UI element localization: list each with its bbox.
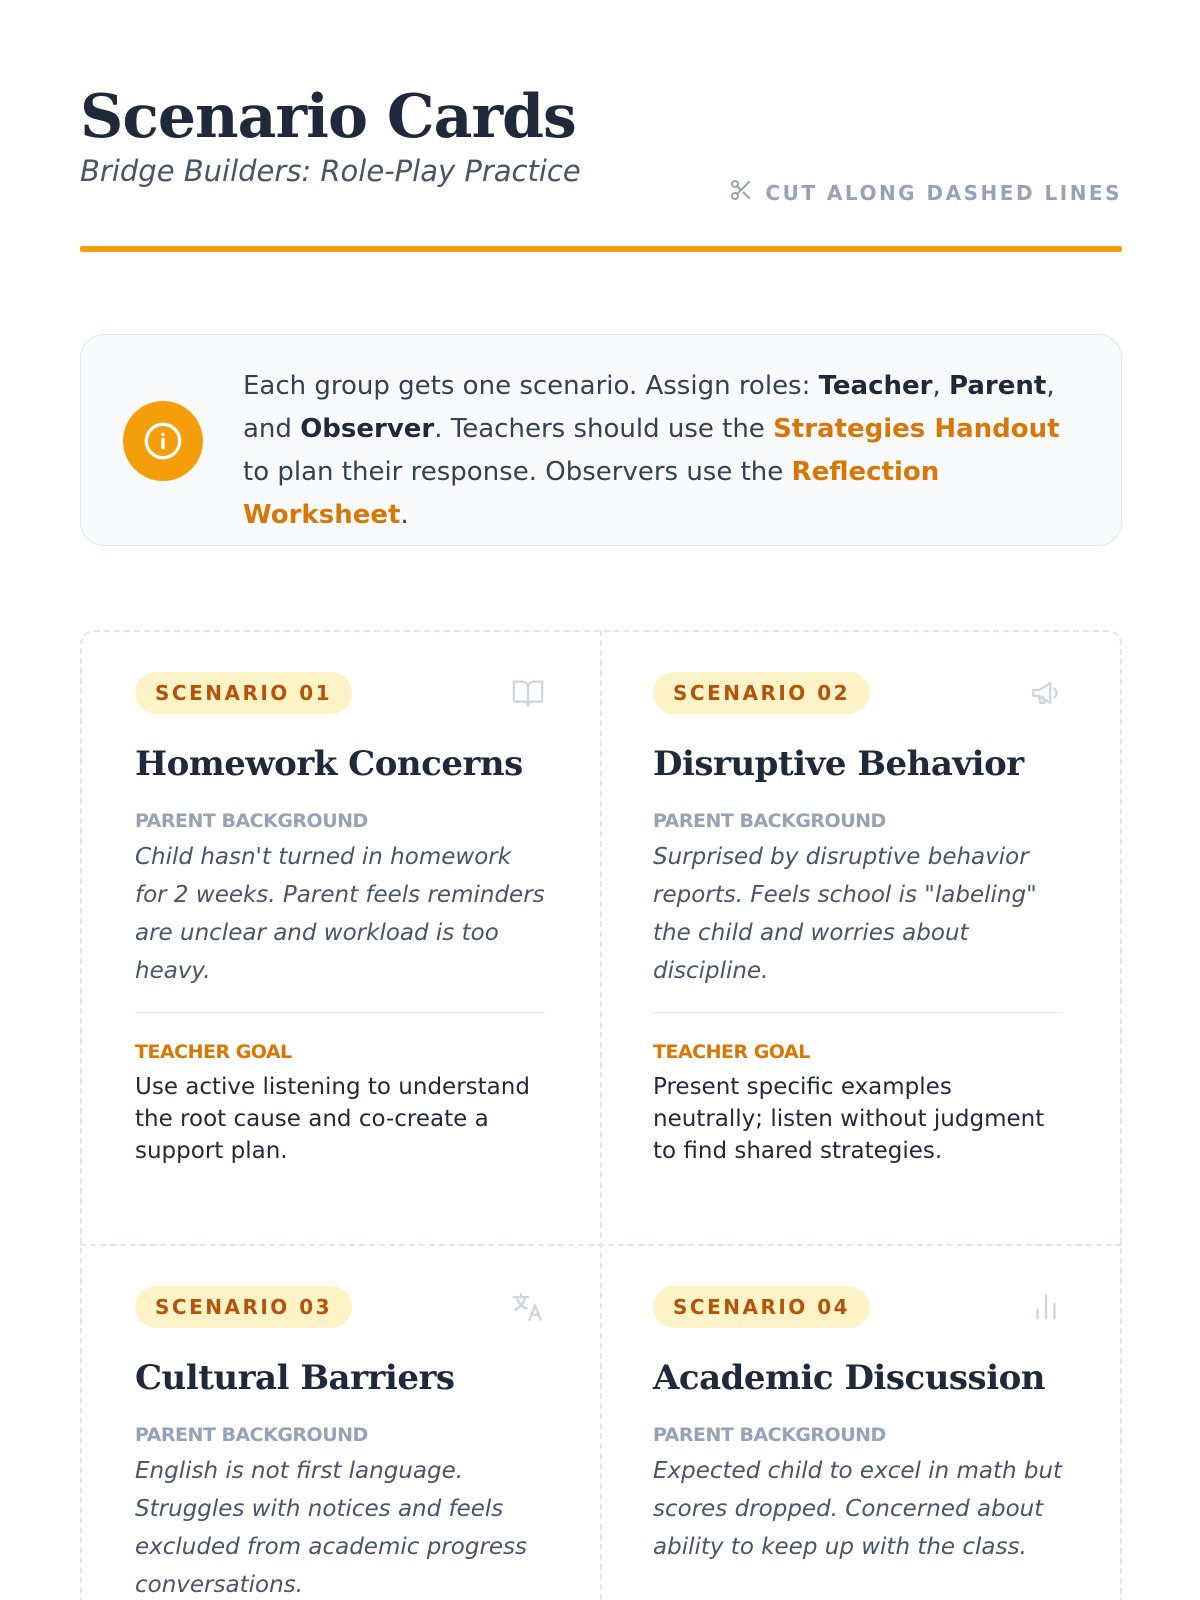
teacher-goal-text: Present specific examples neutrally; listen without judgment to find shared strategies. xyxy=(653,1074,1045,1164)
scenario-title: Homework Concerns xyxy=(135,744,523,784)
card-divider xyxy=(653,1012,1063,1013)
scenario-title: Academic Discussion xyxy=(653,1358,1046,1398)
scissors-icon xyxy=(729,178,753,207)
megaphone-icon xyxy=(1029,676,1063,710)
role-observer: Observer xyxy=(300,414,435,444)
bar-chart-icon xyxy=(1029,1290,1063,1324)
strategies-handout-link[interactable]: Strategies Handout xyxy=(773,414,1060,444)
info-sep-1: , xyxy=(932,371,950,401)
teacher-goal-text: Use active listening to understand the root cause and co-create a support plan. xyxy=(135,1074,530,1164)
info-box xyxy=(80,334,1122,546)
parent-background-label: PARENT BACKGROUND xyxy=(135,810,368,832)
cut-line-vertical xyxy=(600,630,602,1600)
scenario-card-4 xyxy=(653,1286,1063,1600)
translate-icon xyxy=(511,1290,545,1324)
cut-label: CUT ALONG DASHED LINES xyxy=(765,180,1122,205)
role-teacher: Teacher xyxy=(818,371,933,401)
info-icon xyxy=(123,401,203,481)
role-parent: Parent xyxy=(949,371,1047,401)
scenario-card-1 xyxy=(135,672,545,1167)
page-subtitle: Bridge Builders: Role-Play Practice xyxy=(80,154,581,188)
cut-line-horizontal xyxy=(80,1244,1122,1246)
info-text-4: . xyxy=(400,500,409,530)
page-header xyxy=(80,82,1122,205)
header-rule xyxy=(80,246,1122,252)
parent-background-label: PARENT BACKGROUND xyxy=(653,1424,886,1446)
parent-background-label: PARENT BACKGROUND xyxy=(135,1424,368,1446)
parent-background-text: Child hasn't turned in homework for 2 weeks. Parent feels reminders are unclear and workload is too heavy. xyxy=(135,844,545,984)
scenario-badge: SCENARIO 01 xyxy=(135,672,352,714)
info-text-1: Each group gets one scenario. Assign roles: xyxy=(243,371,819,401)
info-text-3: to plan their response. Observers use the xyxy=(243,457,792,487)
scenario-card-3 xyxy=(135,1286,545,1600)
info-text xyxy=(243,365,1093,537)
parent-background-label: PARENT BACKGROUND xyxy=(653,810,886,832)
parent-background-text: Expected child to excel in math but scores dropped. Concerned about ability to keep up with the class. xyxy=(653,1458,1063,1560)
parent-background-text: English is not first language. Struggles with notices and feels excluded from academic progress conversations. xyxy=(135,1458,528,1598)
info-text-2: . Teachers should use the xyxy=(434,414,774,444)
page-title: Scenario Cards xyxy=(80,82,576,152)
scenario-card-2 xyxy=(653,672,1063,1167)
scenario-badge: SCENARIO 03 xyxy=(135,1286,352,1328)
book-icon xyxy=(511,676,545,710)
scenario-badge: SCENARIO 04 xyxy=(653,1286,870,1328)
card-divider xyxy=(135,1012,545,1013)
info-sep-2: , and xyxy=(243,371,1055,444)
teacher-goal-label: TEACHER GOAL xyxy=(653,1041,810,1063)
scenario-title: Cultural Barriers xyxy=(135,1358,455,1398)
cut-instruction xyxy=(729,178,1122,207)
teacher-goal-label: TEACHER GOAL xyxy=(135,1041,292,1063)
reflection-worksheet-link[interactable]: Reflection Worksheet xyxy=(243,457,940,530)
scenario-title: Disruptive Behavior xyxy=(653,744,1024,784)
parent-background-text: Surprised by disruptive behavior reports. Feels school is "labeling" the child and worries about discipline. xyxy=(653,844,1037,984)
scenario-badge: SCENARIO 02 xyxy=(653,672,870,714)
